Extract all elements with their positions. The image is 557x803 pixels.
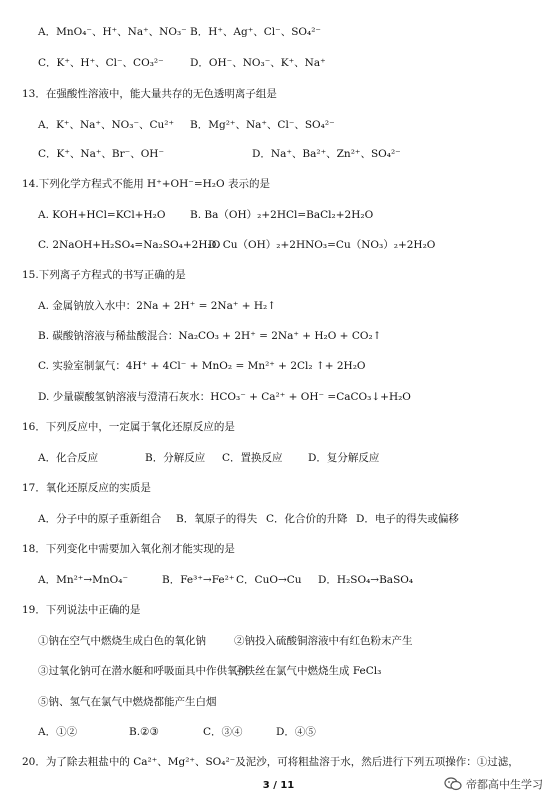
answer-option: D．电子的得失或偏移 xyxy=(356,513,459,525)
answer-option: A. 金属钠放入水中：2Na + 2H⁺ = 2Na⁺ + H₂↑ xyxy=(38,300,277,312)
text-line xyxy=(0,149,557,165)
answer-option: C．置换反应 xyxy=(222,452,283,464)
answer-option: B．H⁺、Ag⁺、Cl⁻、SO₄²⁻ xyxy=(190,26,321,38)
text-line xyxy=(0,270,557,286)
answer-option: ⑤钠、氢气在氯气中燃烧都能产生白烟 xyxy=(38,696,217,708)
answer-option: D．OH⁻、NO₃⁻、K⁺、Na⁺ xyxy=(190,57,326,69)
answer-option: B. 碳酸钠溶液与稀盐酸混合：Na₂CO₃ + 2H⁺ = 2Na⁺ + H₂O + CO₂↑ xyxy=(38,330,382,342)
text-line xyxy=(0,453,557,469)
answer-option: D．复分解反应 xyxy=(308,452,380,464)
answer-option: B．分解反应 xyxy=(145,452,206,464)
answer-option: D．H₂SO₄→BaSO₄ xyxy=(318,574,414,586)
text-line xyxy=(0,666,557,682)
text-line xyxy=(0,58,557,74)
text-line xyxy=(0,392,557,408)
text-line xyxy=(0,422,557,438)
question-title: 18．下列变化中需要加入氧化剂才能实现的是 xyxy=(22,543,235,555)
answer-option: A．①② xyxy=(38,726,78,738)
text-line xyxy=(0,697,557,713)
question-title: 13．在强酸性溶液中，能大量共存的无色透明离子组是 xyxy=(22,88,277,100)
answer-option: C. 2NaOH+H₂SO₄=Na₂SO₄+2H₂O xyxy=(38,239,221,251)
answer-option: D．④⑤ xyxy=(276,726,316,738)
answer-option: B. Ba（OH）₂+2HCl=BaCl₂+2H₂O xyxy=(190,209,374,221)
answer-option: C．K⁺、H⁺、Cl⁻、CO₃²⁻ xyxy=(38,57,164,69)
answer-option: ③过氧化钠可在潜水艇和呼吸面具中作供氧剂 xyxy=(38,665,248,677)
text-line xyxy=(0,301,557,317)
answer-option: B．Fe³⁺→Fe²⁺ xyxy=(162,574,235,586)
text-line xyxy=(0,179,557,195)
question-title: 20．为了除去粗盐中的 Ca²⁺、Mg²⁺、SO₄²⁻及泥沙，可将粗盐溶于水，然后进行下列五项操作：①过滤， xyxy=(22,756,519,768)
answer-option: D. Cu（OH）₂+2HNO₃=Cu（NO₃）₂+2H₂O xyxy=(208,239,436,251)
watermark-text: 帝都高中生学习 xyxy=(466,777,543,791)
answer-option: D．Na⁺、Ba²⁺、Zn²⁺、SO₄²⁻ xyxy=(252,148,401,160)
answer-option: A. KOH+HCl=KCl+H₂O xyxy=(38,209,166,221)
text-line xyxy=(0,361,557,377)
answer-option: C．③④ xyxy=(203,726,243,738)
question-title: 15.下列离子方程式的书写正确的是 xyxy=(22,269,186,281)
answer-option: ②钠投入硫酸铜溶液中有红色粉末产生 xyxy=(234,635,413,647)
text-line xyxy=(0,575,557,591)
answer-option: B．Mg²⁺、Na⁺、Cl⁻、SO₄²⁻ xyxy=(190,119,335,131)
question-title: 17．氧化还原反应的实质是 xyxy=(22,482,151,494)
text-line xyxy=(0,89,557,105)
question-title: 19．下列说法中正确的是 xyxy=(22,604,141,616)
text-line xyxy=(0,514,557,530)
text-line xyxy=(0,331,557,347)
question-title: 14.下列化学方程式不能用 H⁺+OH⁻=H₂O 表示的是 xyxy=(22,178,270,190)
wechat-icon xyxy=(444,777,462,791)
answer-option: C．化合价的升降 xyxy=(266,513,348,525)
text-line xyxy=(0,727,557,743)
text-line xyxy=(0,605,557,621)
answer-option: A．分子中的原子重新组合 xyxy=(38,513,162,525)
text-line xyxy=(0,544,557,560)
answer-option: B.②③ xyxy=(129,726,159,738)
answer-option: D. 少量碳酸氢钠溶液与澄清石灰水：HCO₃⁻ + Ca²⁺ + OH⁻ =CaCO₃↓+H₂O xyxy=(38,391,411,403)
watermark xyxy=(442,776,545,792)
question-title: 16．下列反应中，一定属于氧化还原反应的是 xyxy=(22,421,235,433)
page-number: 3 / 11 xyxy=(262,780,295,791)
answer-option: A．Mn²⁺→MnO₄⁻ xyxy=(38,574,129,586)
answer-option: C. 实验室制氯气：4H⁺ + 4Cl⁻ + MnO₂ = Mn²⁺ + 2Cl₂ ↑+ 2H₂O xyxy=(38,360,366,372)
text-line xyxy=(0,483,557,499)
answer-option: A．K⁺、Na⁺、NO₃⁻、Cu²⁺ xyxy=(38,119,175,131)
answer-option: A．MnO₄⁻、H⁺、Na⁺、NO₃⁻ xyxy=(38,26,187,38)
text-line xyxy=(0,27,557,43)
text-line xyxy=(0,757,557,773)
text-line xyxy=(0,636,557,652)
answer-option: C．K⁺、Na⁺、Br⁻、OH⁻ xyxy=(38,148,164,160)
text-line xyxy=(0,120,557,136)
answer-option: A．化合反应 xyxy=(38,452,99,464)
text-line xyxy=(0,210,557,226)
answer-option: ①钠在空气中燃烧生成白色的氧化钠 xyxy=(38,635,206,647)
answer-option: ④铁丝在氯气中燃烧生成 FeCl₃ xyxy=(234,665,382,677)
answer-option: B．氧原子的得失 xyxy=(176,513,258,525)
text-line xyxy=(0,240,557,256)
answer-option: C．CuO→Cu xyxy=(236,574,302,586)
